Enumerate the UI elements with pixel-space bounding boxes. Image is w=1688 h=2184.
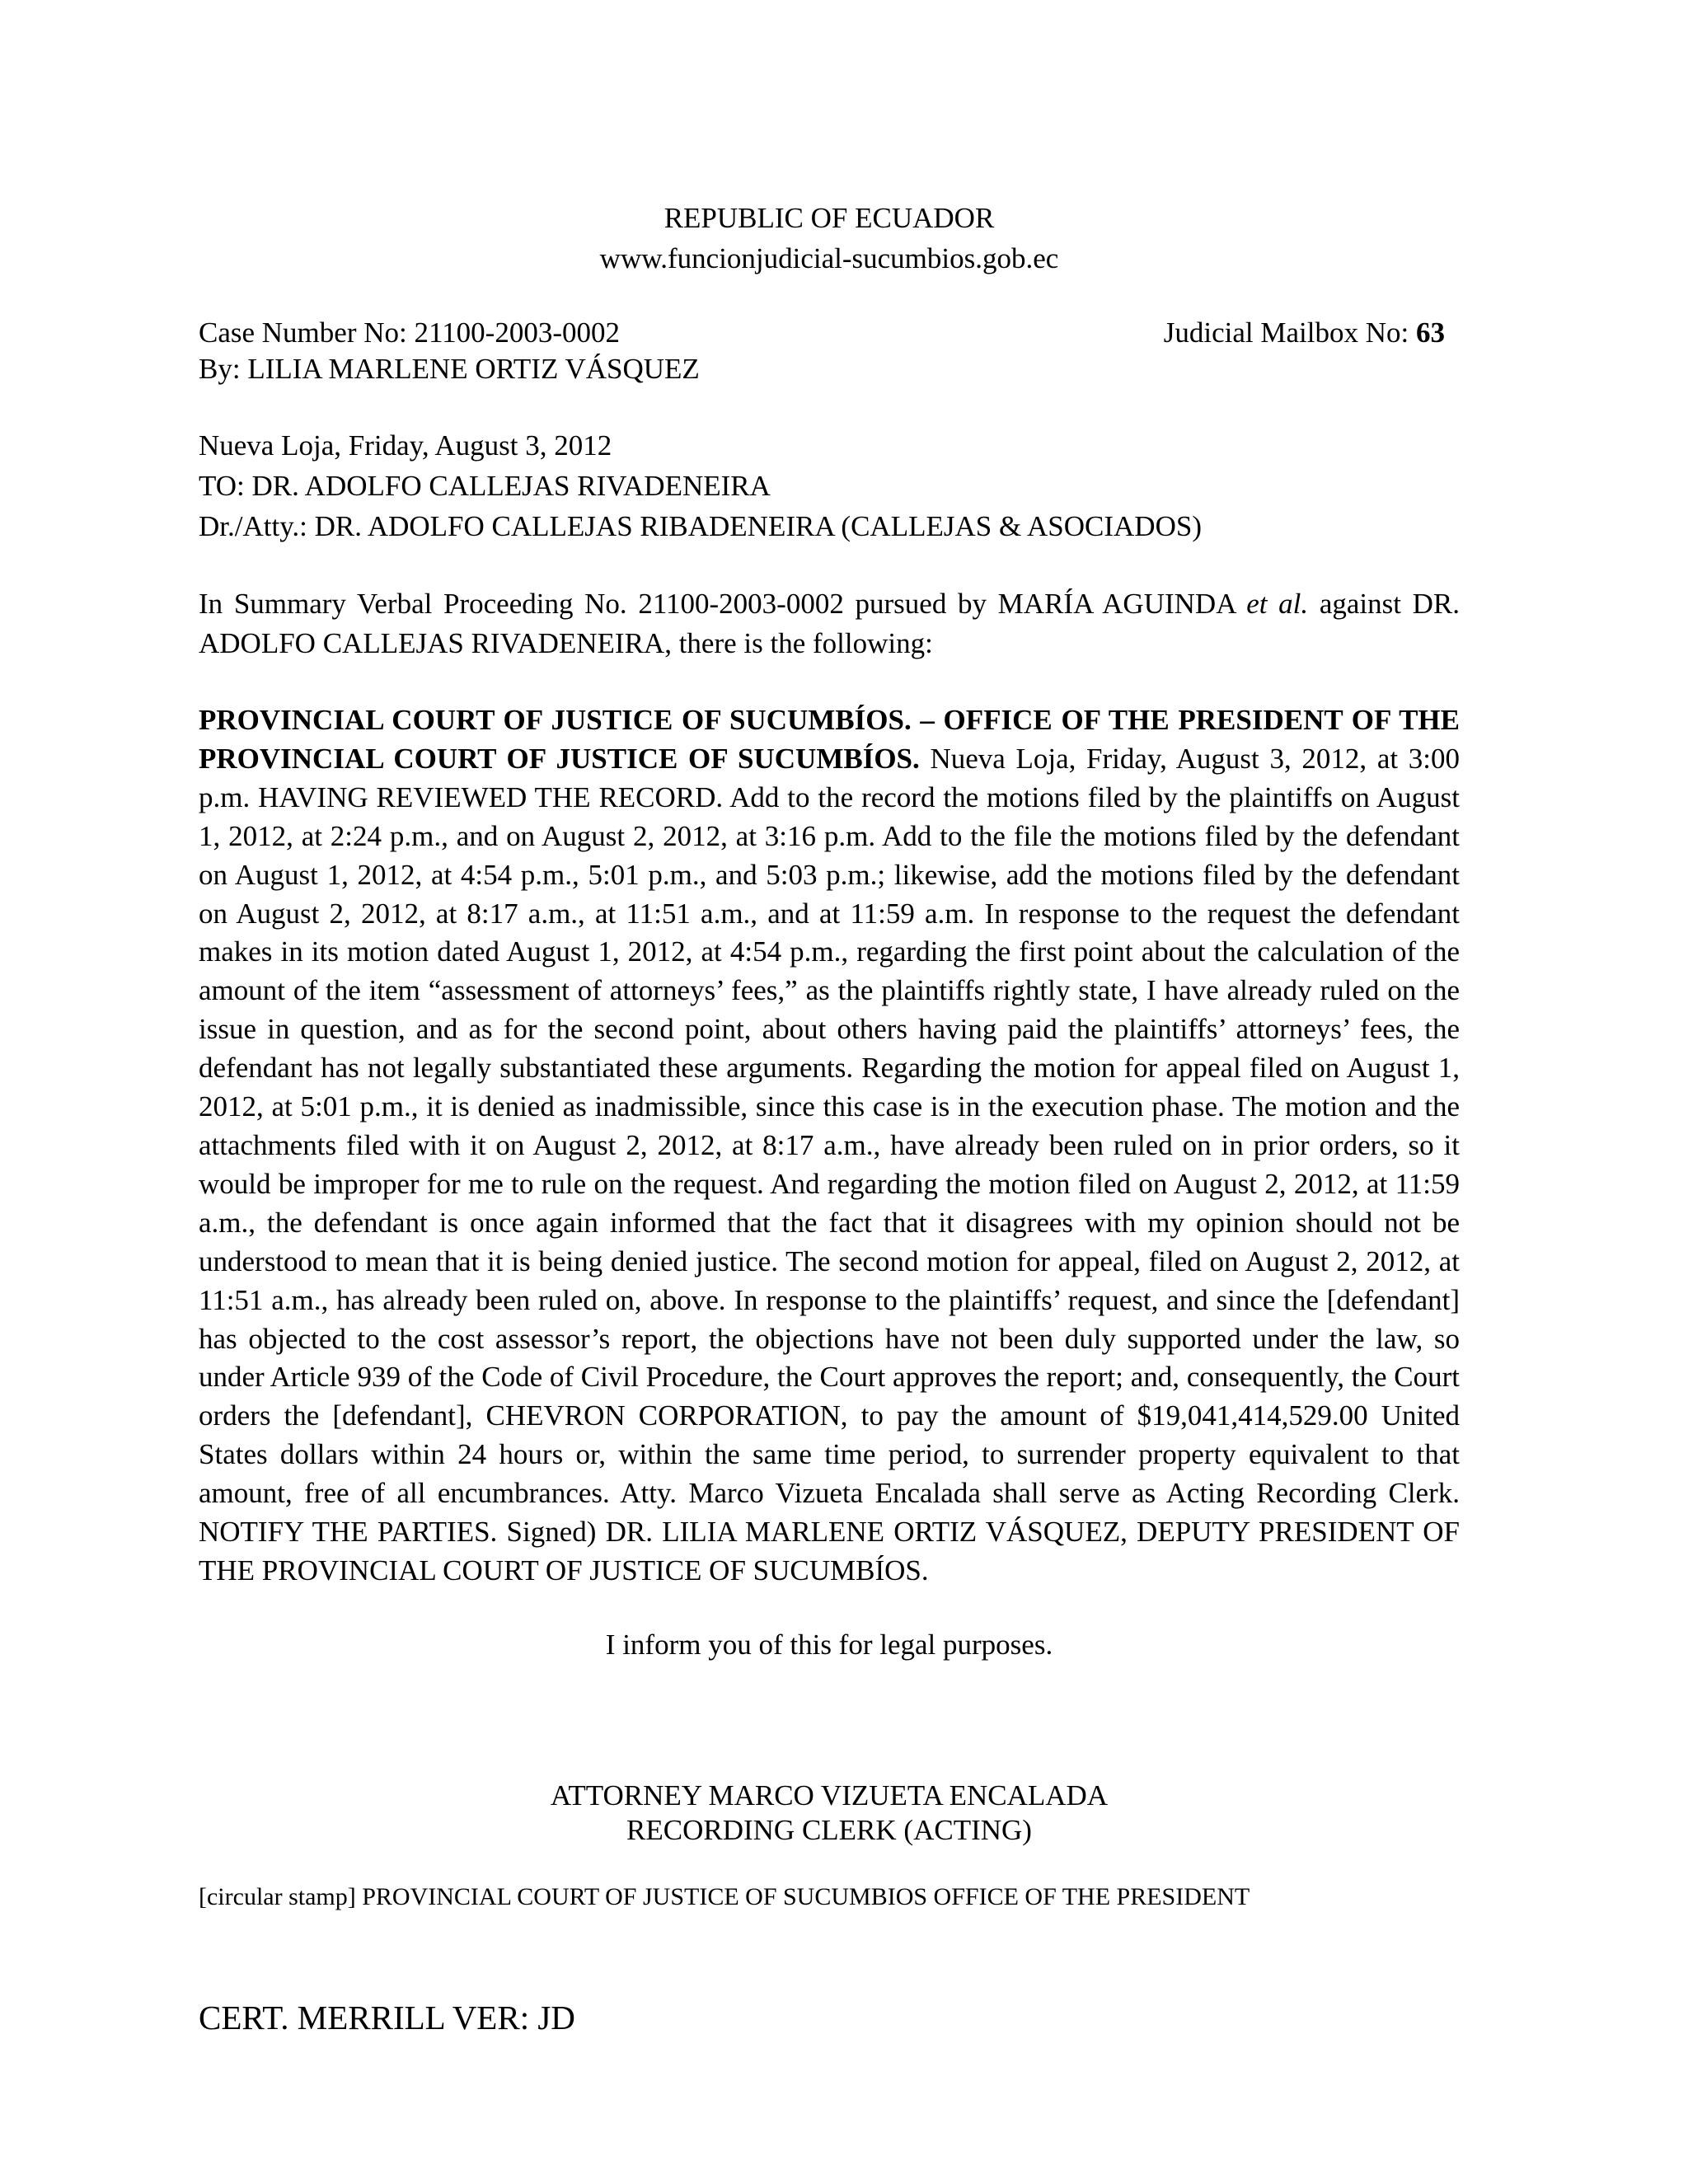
intro-paragraph [199, 584, 1460, 663]
recipient-line: TO: DR. ADOLFO CALLEJAS RIVADENEIRA [199, 470, 771, 502]
case-number: Case Number No: 21100-2003-0002 [199, 316, 620, 349]
republic-heading: REPUBLIC OF ECUADOR [663, 202, 995, 234]
address-block [199, 425, 1460, 546]
stamp-note: [circular stamp] PROVINCIAL COURT OF JUSTICE OF SUCUMBIOS OFFICE OF THE PRESIDENT [199, 1882, 1250, 1910]
certification-line: CERT. MERRILL VER: JD [199, 1998, 575, 2036]
signature-block [199, 1779, 1460, 1848]
closing-statement: I inform you of this for legal purposes. [605, 1628, 1053, 1661]
signatory-title: RECORDING CLERK (ACTING) [626, 1813, 1032, 1846]
ruling-body: Nueva Loja, Friday, August 3, 2012, at 3:00 p.m. HAVING REVIEWED THE RECORD. Add to the record the motions filed by the plaintiffs on August 1, 2012, at 2:24 p.m., and on August 2, 2012, at 3:16 p.m. Add to the file the motions filed by the defendant on August 1, 2012, at 4:54 p.m., 5:01 p.m., and 5:03 p.m.; likewise, add the motions filed by the defendant on August 2, 2012, at 8:17 a.m., at 11:51 a.m., and at 11:59 a.m. In response to the request the defendant makes in its motion dated August 1, 2012, at 4:54 p.m., regarding the first point about the calculation of the amount of the item “assessment of attorneys’ fees,” as the plaintiffs rightly state, I have already ruled on the issue in question, and as for the second point, about others having paid the plaintiffs’ attorneys’ fees, the defendant has not legally substantiated these arguments. Regarding the motion for appeal filed on August 1, 2012, at 5:01 p.m., it is denied as inadmissible, since this case is in the execution phase. The motion and the attachments filed with it on August 2, 2012, at 8:17 a.m., have already been ruled on in prior orders, so it would be improper for me to rule on the request. And regarding the motion filed on August 2, 2012, at 11:59 a.m., the defendant is once again informed that the fact that it disagrees with my opinion should not be understood to mean that it is being denied justice. The second motion for appeal, filed on August 2, 2012, at 11:51 a.m., has already been ruled on, above. In response to the plaintiffs’ request, and since the [defendant] has objected to the cost assessor’s report, the objections have not been duly supported under the law, so under Article 939 of the Code of Civil Procedure, the Court approves the report; and, consequently, the Court orders the [defendant], CHEVRON CORPORATION, to pay the amount of $19,041,414,529.00 United States dollars within 24 hours or, within the same time period, to surrender property equivalent to that amount, free of all encumbrances. Atty. Marco Vizueta Encalada shall serve as Acting Recording Clerk. NOTIFY THE PARTIES. Signed) DR. LILIA MARLENE ORTIZ VÁSQUEZ, DEPUTY PRESIDENT OF THE PROVINCIAL COURT OF JUSTICE OF SUCUMBÍOS. [199, 742, 1460, 1586]
attorney-line: Dr./Atty.: DR. ADOLFO CALLEJAS RIBADENEIRA (CALLEJAS & ASOCIADOS) [199, 510, 1202, 542]
case-meta [199, 315, 1460, 387]
date-line: Nueva Loja, Friday, August 3, 2012 [199, 429, 612, 462]
intro-text-end: against DR. ADOLFO CALLEJAS RIVADENEIRA, there is the following: [199, 588, 1461, 659]
intro-italic: et al. [1246, 588, 1309, 620]
judicial-mailbox [1164, 315, 1445, 351]
website-line: www.funcionjudicial-sucumbios.gob.ec [599, 242, 1059, 274]
ruling-paragraph [199, 701, 1460, 1591]
mailbox-label: Judicial Mailbox No: [1163, 316, 1416, 349]
case-meta-row [199, 315, 1460, 351]
ruling-heading: PROVINCIAL COURT OF JUSTICE OF SUCUMBÍOS. – OFFICE OF THE PRESIDENT OF THE PROVINCIAL COURT OF JUSTICE OF SUCUMBÍOS. [199, 704, 1460, 775]
signatory-name: ATTORNEY MARCO VIZUETA ENCALADA [550, 1779, 1109, 1811]
document-page [199, 198, 1460, 2039]
intro-text-start: In Summary Verbal Proceeding No. 21100-2003-0002 pursued by MARÍA AGUINDA [199, 588, 1247, 620]
by-line: By: LILIA MARLENE ORTIZ VÁSQUEZ [199, 353, 700, 385]
mailbox-number: 63 [1416, 316, 1445, 349]
document-header [199, 198, 1460, 279]
